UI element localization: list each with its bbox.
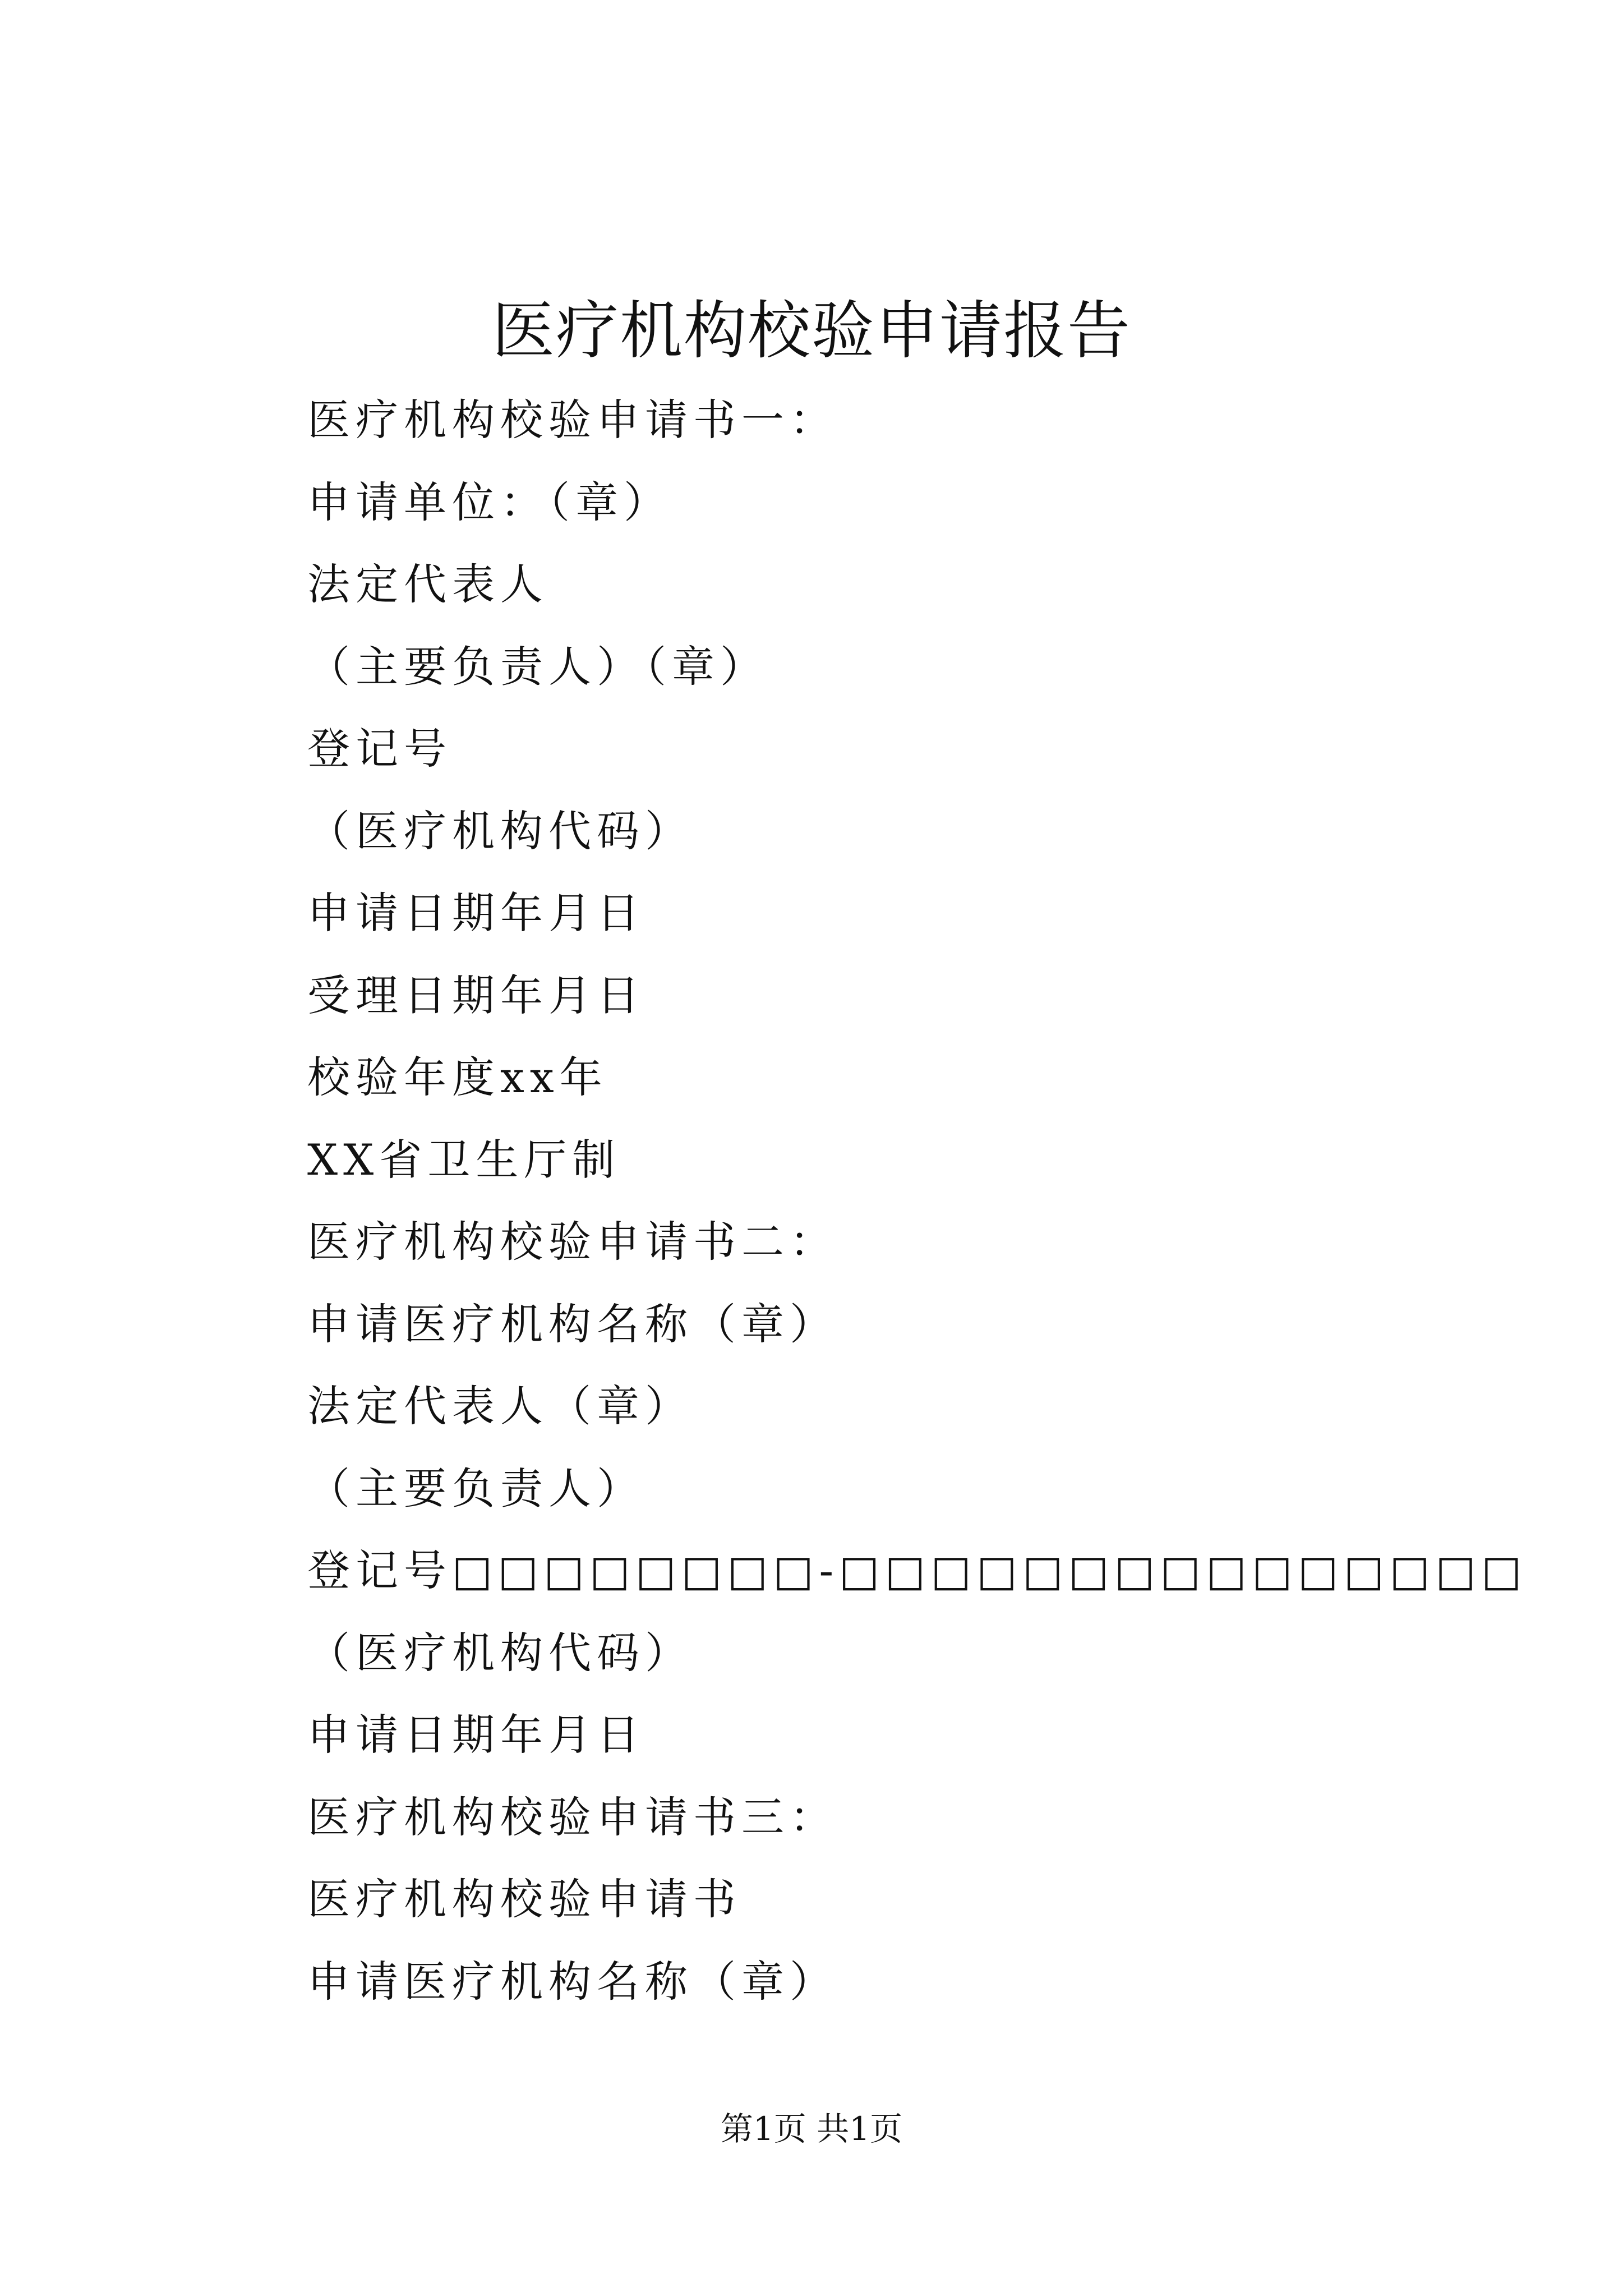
body-line: 申请单位：（章） (307, 477, 672, 527)
body-line: 受理日期年月日 (307, 970, 645, 1020)
body-line: 法定代表人（章） (307, 1381, 693, 1431)
body-line: （医疗机构代码） (307, 806, 693, 856)
body-line: XX省卫生厅制 (307, 1134, 621, 1185)
body-line: 登记号 (307, 724, 452, 774)
body-line: （主要负责人） (307, 1463, 645, 1513)
document-body (307, 379, 1527, 2023)
body-line: 医疗机构校验申请书三： (307, 1792, 838, 1842)
body-line: 校验年度xx年 (307, 1052, 608, 1102)
body-line: 申请日期年月日 (307, 1710, 645, 1760)
body-line: 申请医疗机构名称（章） (307, 1299, 838, 1349)
body-line: 医疗机构校验申请书一： (307, 395, 838, 445)
body-line: （医疗机构代码） (307, 1627, 693, 1678)
body-line: 申请日期年月日 (307, 888, 645, 938)
page-footer: 第1页 共1页 (720, 2110, 903, 2148)
body-line: 登记号□□□□□□□□-□□□□□□□□□□□□□□□ (307, 1545, 1528, 1595)
body-line: 法定代表人 (307, 559, 548, 609)
body-line: （主要负责人）（章） (307, 641, 768, 692)
body-line: 医疗机构校验申请书二： (307, 1217, 838, 1267)
body-line: 医疗机构校验申请书 (307, 1874, 741, 1924)
document-title: 医疗机构校验申请报告 (492, 295, 1131, 367)
body-line: 申请医疗机构名称（章） (307, 1956, 838, 2007)
